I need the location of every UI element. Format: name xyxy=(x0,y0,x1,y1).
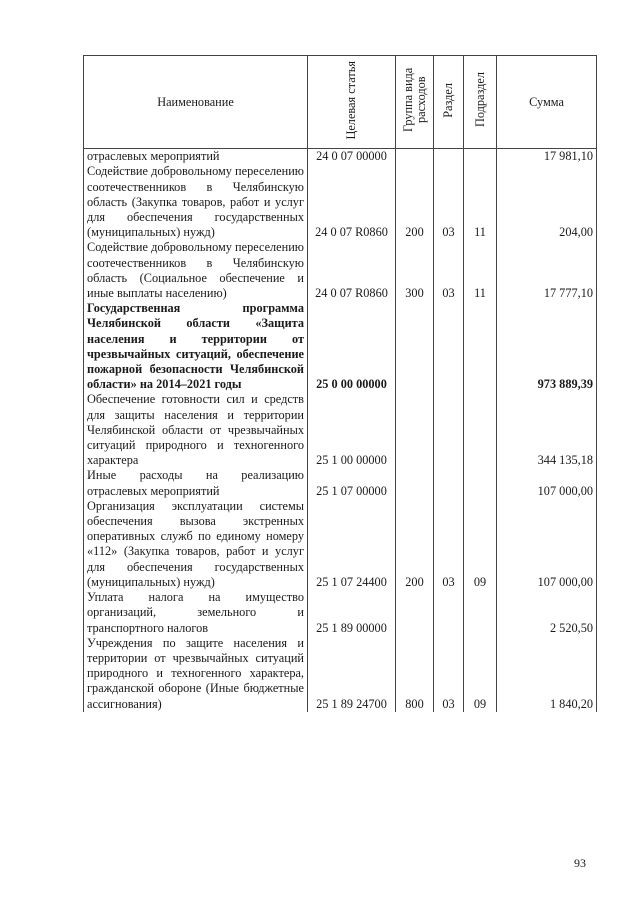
row-code: 24 0 07 00000 xyxy=(308,149,396,165)
row-code: 25 1 89 00000 xyxy=(308,590,396,636)
table-row xyxy=(84,590,597,636)
row-name: Учреждения по защите населения и территории от чрезвычайных ситуаций природного и техногенного характера, гражданской обороне (Иные бюджетные ассигнования) xyxy=(84,636,308,712)
row-subsection xyxy=(464,392,497,468)
row-section xyxy=(434,590,464,636)
row-code: 25 1 89 24700 xyxy=(308,636,396,712)
row-subsection: 09 xyxy=(464,636,497,712)
table-row xyxy=(84,149,597,165)
row-subsection: 11 xyxy=(464,164,497,240)
row-subsection xyxy=(464,468,497,498)
row-name: Государственная программа Челябинской области «Защита населения и территории от чрезвычайных ситуаций, обеспечение пожарной безопасности Челябинской области» на 2014–2021 годы xyxy=(84,301,308,392)
table-row xyxy=(84,164,597,240)
table-row xyxy=(84,499,597,590)
row-sum: 1 840,20 xyxy=(497,636,597,712)
row-code: 25 1 07 24400 xyxy=(308,499,396,590)
row-section xyxy=(434,392,464,468)
row-code: 25 1 00 00000 xyxy=(308,392,396,468)
header-group: Группа вида расходов xyxy=(400,67,428,133)
row-sum: 107 000,00 xyxy=(497,468,597,498)
row-code: 25 0 00 00000 xyxy=(308,301,396,392)
row-sum: 973 889,39 xyxy=(497,301,597,392)
row-group xyxy=(396,149,434,165)
header-sum: Сумма xyxy=(497,56,597,149)
row-group xyxy=(396,301,434,392)
row-subsection xyxy=(464,301,497,392)
row-subsection: 11 xyxy=(464,240,497,301)
row-group xyxy=(396,590,434,636)
row-group: 300 xyxy=(396,240,434,301)
row-section: 03 xyxy=(434,164,464,240)
table-row xyxy=(84,468,597,498)
row-subsection xyxy=(464,149,497,165)
row-name: Уплата налога на имущество организаций, земельного и транспортного налогов xyxy=(84,590,308,636)
row-section: 03 xyxy=(434,636,464,712)
row-group: 800 xyxy=(396,636,434,712)
row-subsection xyxy=(464,590,497,636)
row-name: Организация эксплуатации системы обеспечения вызова экстренных оперативных служб по единому номеру «112» (Закупка товаров, работ и услуг для обеспечения государственных (муниципальных) нужд) xyxy=(84,499,308,590)
table-row xyxy=(84,392,597,468)
row-group xyxy=(396,392,434,468)
row-group: 200 xyxy=(396,164,434,240)
row-name: отраслевых мероприятий xyxy=(84,149,308,165)
row-sum: 2 520,50 xyxy=(497,590,597,636)
row-section xyxy=(434,468,464,498)
row-name: Иные расходы на реализацию отраслевых мероприятий xyxy=(84,468,308,498)
row-sum: 17 981,10 xyxy=(497,149,597,165)
row-subsection: 09 xyxy=(464,499,497,590)
row-section: 03 xyxy=(434,499,464,590)
row-name: Обеспечение готовности сил и средств для защиты населения и территории Челябинской области от чрезвычайных ситуаций природного и техногенного характера xyxy=(84,392,308,468)
table-row-program xyxy=(84,301,597,392)
budget-table xyxy=(83,55,597,712)
row-sum: 204,00 xyxy=(497,164,597,240)
row-code: 24 0 07 R0860 xyxy=(308,240,396,301)
header-section: Раздел xyxy=(441,82,455,118)
row-name: Содействие добровольному переселению соотечественников в Челябинскую область (Закупка товаров, работ и услуг для обеспечения государственных (муниципальных) нужд) xyxy=(84,164,308,240)
row-group xyxy=(396,468,434,498)
row-group: 200 xyxy=(396,499,434,590)
row-sum: 107 000,00 xyxy=(497,499,597,590)
header-code: Целевая статья xyxy=(344,60,358,140)
row-section xyxy=(434,301,464,392)
row-sum: 344 135,18 xyxy=(497,392,597,468)
table-row xyxy=(84,636,597,712)
row-section: 03 xyxy=(434,240,464,301)
row-sum: 17 777,10 xyxy=(497,240,597,301)
row-code: 25 1 07 00000 xyxy=(308,468,396,498)
page-number: 93 xyxy=(574,856,586,870)
header-name: Наименование xyxy=(84,56,308,149)
row-name: Содействие добровольному переселению соотечественников в Челябинскую область (Социальное обеспечение и иные выплаты населению) xyxy=(84,240,308,301)
row-code: 24 0 07 R0860 xyxy=(308,164,396,240)
row-section xyxy=(434,149,464,165)
table-header-row xyxy=(84,56,597,149)
header-subsection: Подраздел xyxy=(472,72,487,128)
table-row xyxy=(84,240,597,301)
